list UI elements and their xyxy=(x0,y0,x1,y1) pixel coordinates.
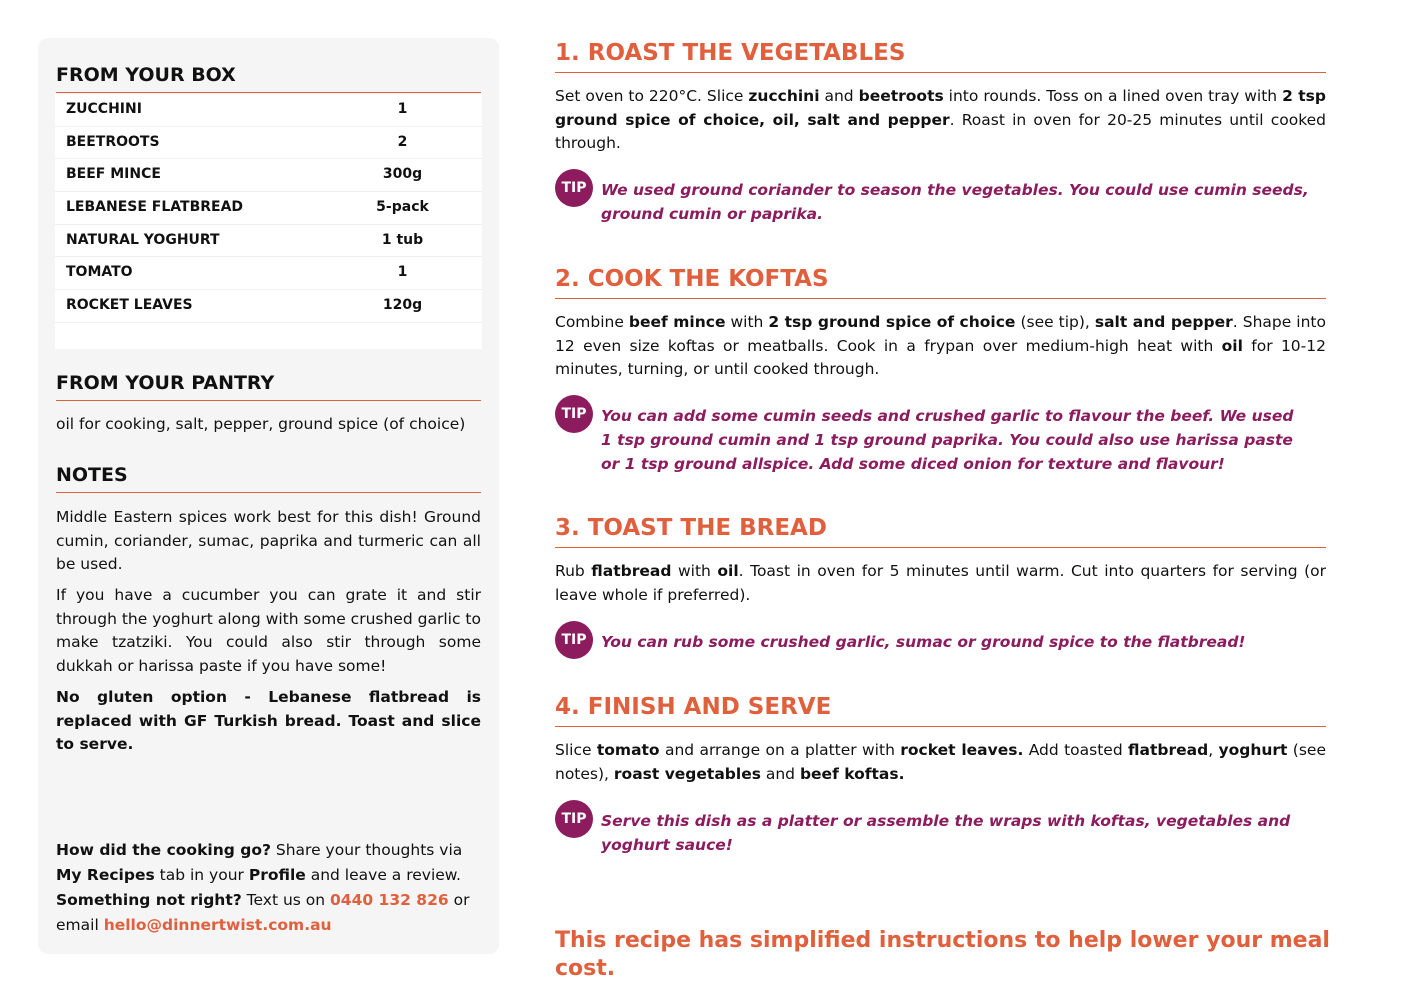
step-text: with xyxy=(725,313,769,331)
box-table xyxy=(55,94,482,349)
step-3-title: 3. TOAST THE BREAD xyxy=(555,515,1326,548)
ingredient-highlight: salt and pepper xyxy=(1094,313,1233,331)
my-recipes-label: My Recipes xyxy=(56,866,155,884)
step-4-title: 4. FINISH AND SERVE xyxy=(555,694,1326,727)
table-row xyxy=(55,192,482,225)
item-name: BEETROOTS xyxy=(66,133,160,150)
item-qty: 2 xyxy=(397,133,408,150)
ingredient-highlight: oil xyxy=(717,562,739,580)
ingredient-highlight: beef koftas. xyxy=(799,764,905,783)
issue-question: Something not right? xyxy=(56,891,242,909)
item-name: NATURAL YOGHURT xyxy=(66,231,220,248)
step-text: and arrange on a platter with xyxy=(659,741,901,759)
step-text: . Toast in oven for 5 minutes until warm. Cut into quarters for serving (or leave whole if preferred). xyxy=(555,562,1326,604)
item-name: LEBANESE FLATBREAD xyxy=(66,199,244,216)
step-1-tip: We used ground coriander to season the vegetables. You could use cumin seeds, ground cumin or paprika. xyxy=(601,181,1309,223)
step-text: (see tip), xyxy=(1015,313,1095,331)
feedback-fragment: Share your thoughts via xyxy=(270,841,463,859)
step-2-title: 2. COOK THE KOFTAS xyxy=(555,266,1326,299)
step-text: Set oven to 220°C. Slice xyxy=(555,87,749,105)
step-1-body xyxy=(555,85,1326,156)
ingredient-highlight: oil xyxy=(1221,336,1243,355)
item-name: ROCKET LEAVES xyxy=(66,297,193,314)
notes-title: NOTES xyxy=(56,464,481,493)
step-text: for 10-12 minutes, turning, or until cooked through. xyxy=(555,336,1326,378)
notes-paragraph-2: If you have a cucumber you can grate it and stir through the yoghurt along with some crushed garlic to make tzatziki. You could also stir through some dukkah or harissa paste if you have some! xyxy=(56,586,481,675)
ingredient-highlight: beef mince xyxy=(628,313,726,331)
step-4-body xyxy=(555,739,1326,786)
step-4-tip: Serve this dish as a platter or assemble the wraps with koftas, vegetables and yoghurt sauce! xyxy=(601,812,1291,854)
step-text: . Shape into 12 even size koftas or meatballs. Cook in a frypan over medium-high heat with xyxy=(555,313,1326,355)
step-text: . Roast in oven for 20-25 minutes until cooked through. xyxy=(555,110,1326,152)
step-text: Combine xyxy=(555,313,629,331)
tip-badge: TIP xyxy=(555,395,593,433)
footer-note: This recipe has simplified instructions to help lower your meal cost. xyxy=(555,928,1330,981)
step-text: with xyxy=(671,562,718,580)
ingredient-highlight: flatbread xyxy=(591,562,672,580)
profile-label: Profile xyxy=(248,866,306,884)
tip-badge: TIP xyxy=(555,800,593,838)
item-qty: 1 tub xyxy=(381,231,424,248)
item-qty: 1 xyxy=(397,264,408,281)
feedback-fragment: tab in your xyxy=(154,866,249,884)
step-text: into rounds. Toss on a lined oven tray with xyxy=(943,87,1283,105)
step-text: (see notes), xyxy=(555,741,1326,783)
item-qty: 300g xyxy=(382,166,423,183)
item-qty: 1 xyxy=(397,101,408,117)
table-row xyxy=(55,127,482,160)
step-2-body xyxy=(555,311,1326,382)
ingredient-highlight: yoghurt xyxy=(1218,741,1288,759)
feedback-text xyxy=(56,838,481,938)
step-text: , xyxy=(1208,741,1219,759)
ingredient-highlight: 2 tsp ground spice of choice xyxy=(768,313,1016,331)
ingredient-highlight: rocket leaves. xyxy=(900,741,1024,759)
ingredient-highlight: roast vegetables xyxy=(613,764,761,783)
ingredient-highlight: zucchini xyxy=(748,87,820,105)
pantry-title: FROM YOUR PANTRY xyxy=(56,372,481,401)
step-3-body xyxy=(555,560,1326,607)
feedback-fragment: Text us on xyxy=(241,891,331,909)
ingredient-highlight: beetroots xyxy=(858,87,944,105)
item-qty: 120g xyxy=(382,297,423,314)
phone-link[interactable]: 0440 132 826 xyxy=(330,891,449,909)
table-row xyxy=(55,94,482,127)
box-title: FROM YOUR BOX xyxy=(56,64,481,93)
ingredient-highlight: tomato xyxy=(596,741,660,759)
step-text: and xyxy=(760,764,800,783)
ingredient-highlight: flatbread xyxy=(1128,741,1209,759)
item-name: ZUCCHINI xyxy=(66,101,142,117)
step-1-title: 1. ROAST THE VEGETABLES xyxy=(555,40,1326,73)
step-2-tip: You can add some cumin seeds and crushed garlic to flavour the beef. We used 1 tsp ground cumin and 1 tsp ground paprika. You could also use harissa paste or 1 tsp ground allspice. Add some diced onion for texture and flavour! xyxy=(601,407,1294,473)
table-row xyxy=(55,225,482,258)
step-3-tip: You can rub some crushed garlic, sumac or ground spice to the flatbread! xyxy=(601,633,1246,651)
table-row xyxy=(55,257,482,290)
pantry-text: oil for cooking, salt, pepper, ground spice (of choice) xyxy=(56,415,466,433)
tip-badge: TIP xyxy=(555,621,593,659)
no-gluten-note: No gluten option - Lebanese flatbread is replaced with GF Turkish bread. Toast and slice to serve. xyxy=(56,688,481,753)
ingredients-panel xyxy=(38,38,499,954)
table-row xyxy=(55,159,482,192)
step-text: Add toasted xyxy=(1023,741,1129,759)
feedback-fragment: and leave a review. xyxy=(305,866,461,884)
ingredient-highlight: 2 tsp ground spice of choice, oil, salt and pepper xyxy=(555,87,1327,129)
item-name: TOMATO xyxy=(66,264,133,281)
step-text: Slice xyxy=(555,741,597,759)
step-text: Rub xyxy=(555,562,592,580)
feedback-question: How did the cooking go? xyxy=(56,841,271,859)
item-name: BEEF MINCE xyxy=(66,166,161,183)
feedback-fragment: or email xyxy=(56,891,470,934)
table-row xyxy=(55,290,482,323)
item-qty: 5-pack xyxy=(376,199,429,216)
notes-paragraph-1: Middle Eastern spices work best for this dish! Ground cumin, coriander, sumac, paprika and turmeric can all be used. xyxy=(56,508,481,573)
step-text: and xyxy=(819,87,859,105)
email-link[interactable]: hello@dinnertwist.com.au xyxy=(103,916,332,934)
tip-badge: TIP xyxy=(555,169,593,207)
